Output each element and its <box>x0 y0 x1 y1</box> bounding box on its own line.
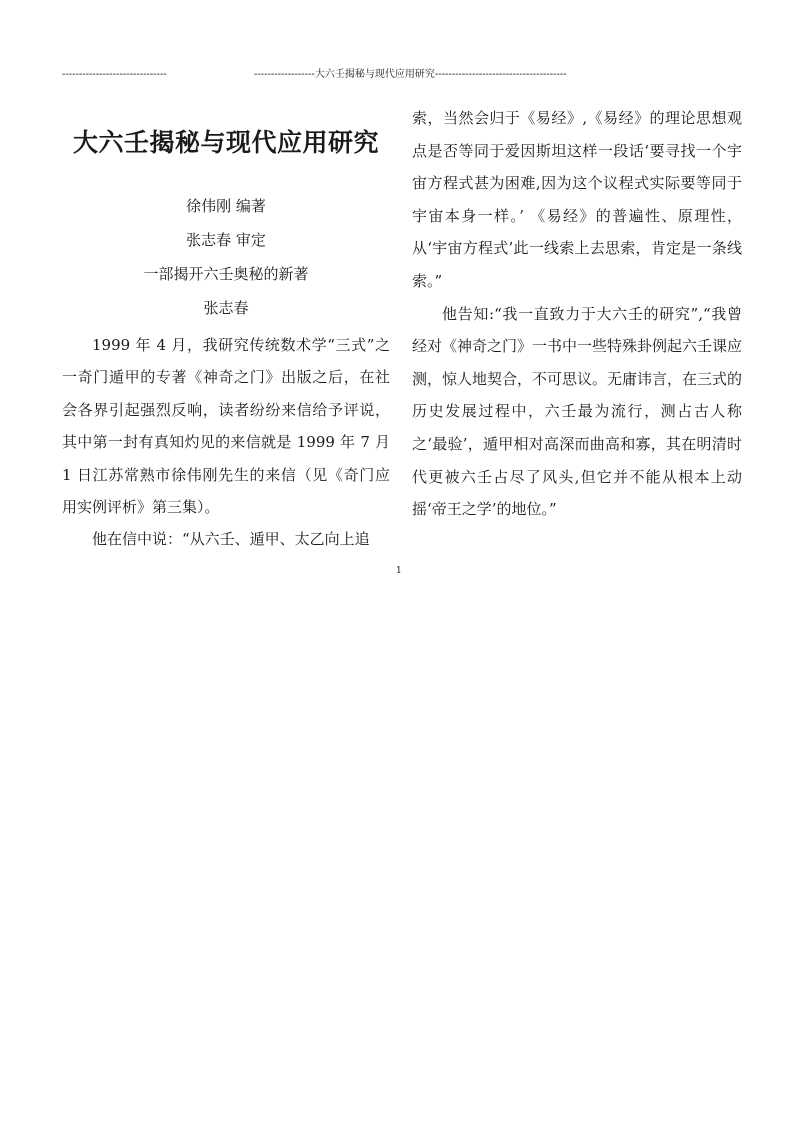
body-paragraph: 1999 年 4 月，我研究传统数术学“三式”之一奇门遁甲的专著《神奇之门》出版之后，在社会各界引起强烈反响，读者纷纷来信给予评说，其中第一封有真知灼见的来信就是 1999 年 7 月 1 日江苏常熟市徐伟刚先生的来信（见《奇门应用实例评析》第三集）。 <box>62 336 390 517</box>
byline-subtitle: 一部揭开六壬奥秘的新著 <box>143 265 309 283</box>
body-paragraph: 他在信中说：“从六壬、遁甲、太乙向上追 <box>92 530 370 549</box>
byline-reviewer: 张志春 审定 <box>186 231 266 249</box>
left-column <box>62 118 390 556</box>
document-title: 大六壬揭秘与现代应用研究 <box>72 128 379 157</box>
byline-author: 徐伟刚 编著 <box>186 197 266 215</box>
header-rule: ------------------------------- <box>62 69 167 80</box>
running-header <box>0 68 793 82</box>
right-column <box>412 102 742 526</box>
page-number: 1 <box>396 566 402 576</box>
body-paragraph: 他告知:“我一直致力于大六壬的研究”,“我曾经对《神奇之门》一书中一些特殊卦例起六壬课应测，惊人地契合，不可思议。无庸讳言，在三式的历史发展过程中，六壬最为流行，测占古人称之‘最验’，遁甲相对高深而曲高和寡，其在明清时代更被六壬占尽了风头,但它并不能从根本上动摇‘帝王之学’的地位。” <box>412 304 743 519</box>
header-running-title: ------------------大六壬揭秘与现代应用研究--------------------------------------- <box>254 69 567 80</box>
byline-preface-author: 张志春 <box>203 299 249 317</box>
body-paragraph: 索，当然会归于《易经》,《易经》的理论思想观点是否等同于爱因斯坦这样一段话‘要寻找一个宇宙方程式甚为困难,因为这个议程式实际要等同于宇宙本身一样。’ 《易经》的普遍性、原理性，从‘宇宙方程式’此一线索上去思索，肯定是一条线索。” <box>412 109 742 290</box>
